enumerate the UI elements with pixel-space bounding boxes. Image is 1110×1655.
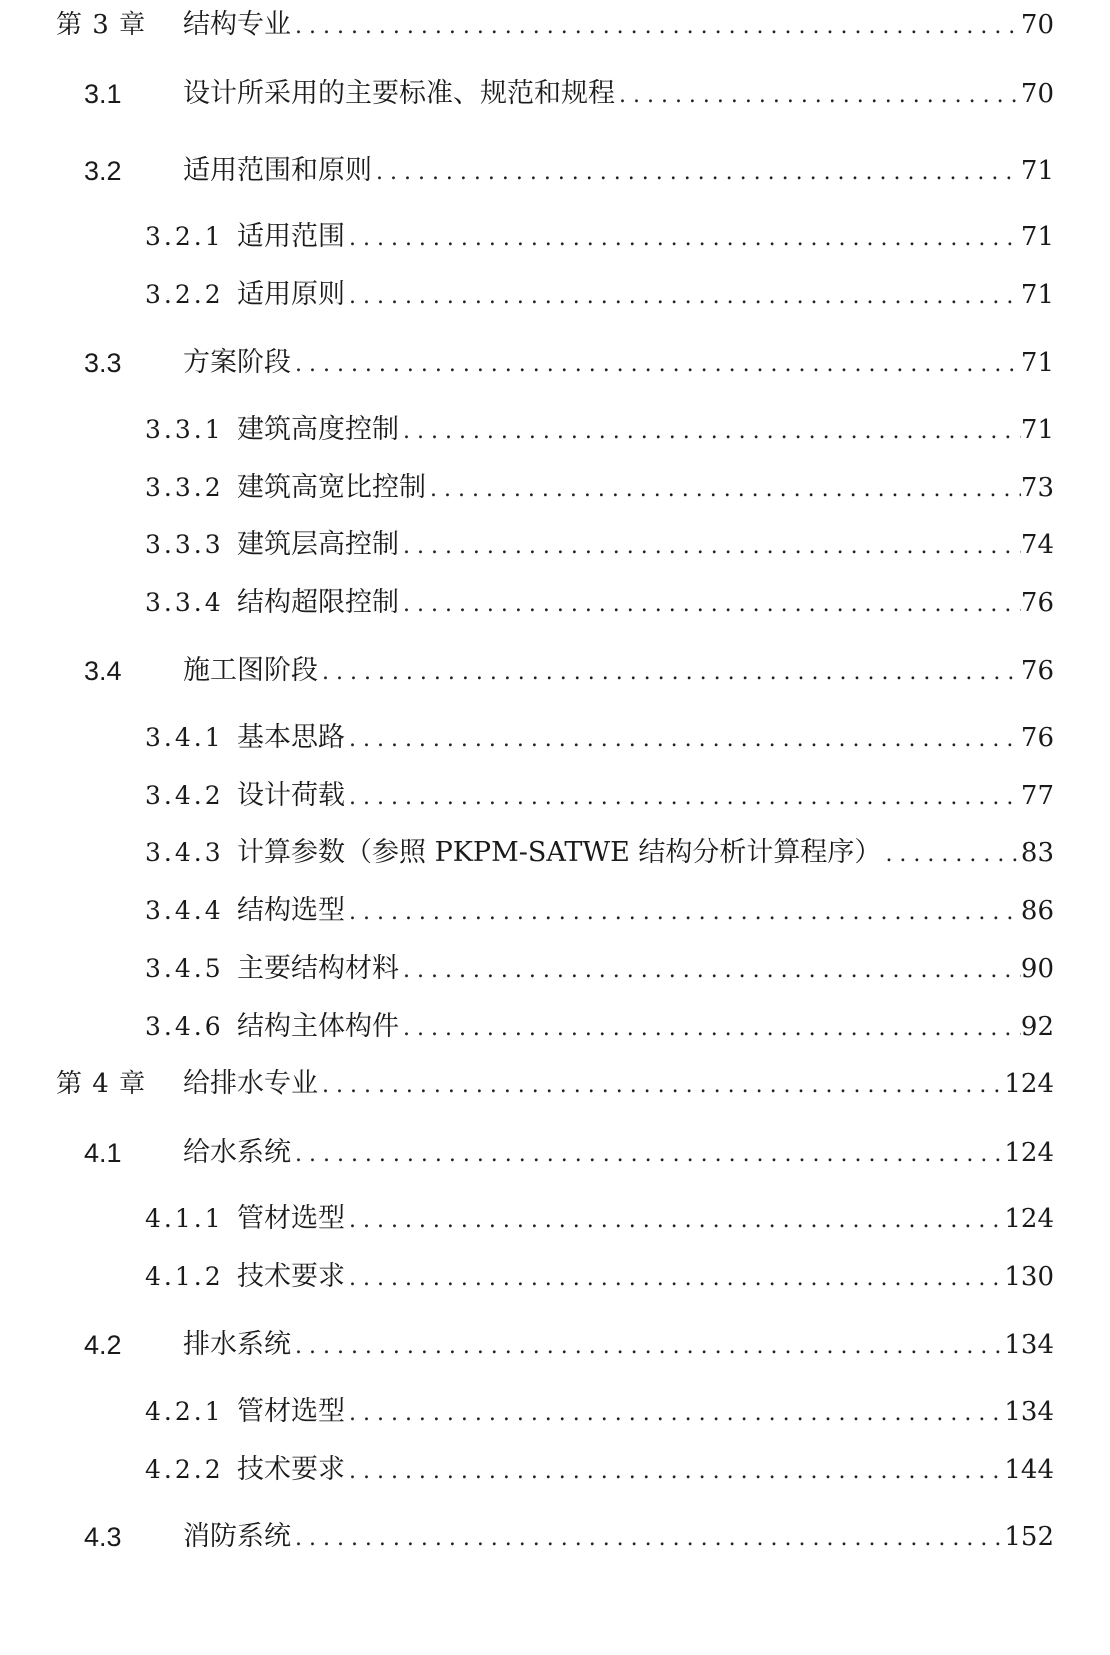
toc-title: 给水系统 <box>183 1137 291 1168</box>
toc-title: 结构选型 <box>237 895 345 926</box>
toc-number: 3.4.3 <box>145 838 224 867</box>
toc-subsection-row[interactable] <box>0 468 1110 508</box>
toc-subsection-row[interactable] <box>0 410 1110 450</box>
toc-number: 3.3.1 <box>145 415 224 444</box>
toc-section-row[interactable] <box>0 1517 1110 1557</box>
toc-dot-leader <box>399 412 1021 452</box>
toc-number: 3.3.4 <box>145 588 224 617</box>
toc-title: 适用范围 <box>237 221 345 252</box>
toc-page-number: 86 <box>1020 896 1054 926</box>
toc-dot-leader <box>345 277 1021 317</box>
toc-dot-leader <box>399 1009 1021 1049</box>
toc-chapter-row[interactable] <box>0 5 1110 45</box>
toc-number: 3.4.1 <box>145 723 224 752</box>
toc-chapter-row[interactable] <box>0 1064 1110 1104</box>
toc-number: 3.3.2 <box>145 473 224 502</box>
toc-title: 基本思路 <box>237 722 345 753</box>
toc-number: 4.2.2 <box>145 1455 224 1484</box>
toc-subsection-row[interactable] <box>0 1450 1110 1490</box>
toc-dot-leader <box>345 720 1021 760</box>
toc-number: 4.1 <box>84 1138 122 1168</box>
toc-subsection-row[interactable] <box>0 583 1110 623</box>
toc-title: 设计荷载 <box>237 780 345 811</box>
toc-page-number: 74 <box>1020 530 1054 560</box>
toc-page-number: 90 <box>1020 954 1054 984</box>
toc-title: 结构超限控制 <box>237 587 399 618</box>
toc-subsection-row[interactable] <box>0 833 1110 873</box>
toc-page-number: 71 <box>1020 222 1054 252</box>
toc-page-number: 152 <box>1004 1522 1054 1552</box>
toc-page-number: 130 <box>1004 1262 1054 1292</box>
toc-page-number: 124 <box>1004 1204 1054 1234</box>
toc-title: 主要结构材料 <box>237 953 399 984</box>
toc-dot-leader <box>291 7 1021 47</box>
toc-section-row[interactable] <box>0 151 1110 191</box>
toc-section-row[interactable] <box>0 1133 1110 1173</box>
toc-page-number: 71 <box>1020 415 1054 445</box>
toc-dot-leader <box>372 153 1021 193</box>
toc-subsection-row[interactable] <box>0 718 1110 758</box>
toc-subsection-row[interactable] <box>0 275 1110 315</box>
toc-page-number: 92 <box>1020 1012 1054 1042</box>
toc-section-row[interactable] <box>0 343 1110 383</box>
toc-title: 管材选型 <box>237 1203 345 1234</box>
toc-dot-leader <box>345 1394 1004 1434</box>
toc-dot-leader <box>291 1327 1004 1367</box>
toc-section-row[interactable] <box>0 1325 1110 1365</box>
toc-title: 结构主体构件 <box>237 1011 399 1042</box>
toc-number: 3.4.2 <box>145 781 224 810</box>
toc-subsection-row[interactable] <box>0 525 1110 565</box>
toc-dot-leader <box>399 585 1021 625</box>
toc-number: 3.3 <box>84 348 122 378</box>
toc-page-number: 70 <box>1020 10 1054 40</box>
toc-number: 4.2 <box>84 1330 122 1360</box>
toc-dot-leader <box>345 1452 1004 1492</box>
toc-page-number: 71 <box>1020 280 1054 310</box>
toc-number: 3.2.2 <box>145 280 224 309</box>
toc-page-number: 73 <box>1020 473 1054 503</box>
toc-subsection-row[interactable] <box>0 776 1110 816</box>
toc-title: 管材选型 <box>237 1396 345 1427</box>
toc-subsection-row[interactable] <box>0 1199 1110 1239</box>
toc-number: 3.4.4 <box>145 896 224 925</box>
toc-title: 排水系统 <box>183 1329 291 1360</box>
toc-subsection-row[interactable] <box>0 1392 1110 1432</box>
toc-page-number: 77 <box>1020 781 1054 811</box>
toc-page-number: 134 <box>1004 1397 1054 1427</box>
toc-title: 技术要求 <box>237 1261 345 1292</box>
toc-dot-leader <box>881 835 1020 875</box>
toc-number: 3.2 <box>84 156 122 186</box>
toc-dot-leader <box>345 778 1021 818</box>
toc-subsection-row[interactable] <box>0 949 1110 989</box>
toc-dot-leader <box>318 653 1021 693</box>
toc-number: 3.4.6 <box>145 1012 224 1041</box>
toc-subsection-row[interactable] <box>0 217 1110 257</box>
toc-dot-leader <box>291 345 1021 385</box>
toc-title: 建筑高度控制 <box>237 414 399 445</box>
toc-title: 施工图阶段 <box>183 655 318 686</box>
toc-page-number: 124 <box>1004 1069 1054 1099</box>
toc-page-number: 83 <box>1020 838 1054 868</box>
toc-number: 3.1 <box>84 79 122 109</box>
toc-page-number: 76 <box>1020 588 1054 618</box>
toc-title: 技术要求 <box>237 1454 345 1485</box>
toc-dot-leader <box>615 76 1021 116</box>
toc-dot-leader <box>291 1519 1004 1559</box>
toc-number: 4.2.1 <box>145 1397 224 1426</box>
toc-title: 适用原则 <box>237 279 345 310</box>
toc-page-number: 71 <box>1020 348 1054 378</box>
toc-number: 4.3 <box>84 1522 122 1552</box>
toc-title: 消防系统 <box>183 1521 291 1552</box>
toc-page-number: 134 <box>1004 1330 1054 1360</box>
toc-number: 3.2.1 <box>145 222 224 251</box>
toc-title: 设计所采用的主要标准、规范和规程 <box>183 78 615 109</box>
toc-number: 第 4 章 <box>56 1069 147 1099</box>
toc-page-number: 76 <box>1020 723 1054 753</box>
toc-section-row[interactable] <box>0 74 1110 114</box>
toc-title: 结构专业 <box>183 9 291 40</box>
toc-page-number: 124 <box>1004 1138 1054 1168</box>
toc-page-number: 76 <box>1020 656 1054 686</box>
toc-title: 建筑层高控制 <box>237 529 399 560</box>
toc-subsection-row[interactable] <box>0 891 1110 931</box>
toc-title: 方案阶段 <box>183 347 291 378</box>
toc-section-row[interactable] <box>0 651 1110 691</box>
toc-subsection-row[interactable] <box>0 1007 1110 1047</box>
toc-dot-leader <box>426 470 1021 510</box>
toc-title: 建筑高宽比控制 <box>237 472 426 503</box>
toc-dot-leader <box>345 1259 1004 1299</box>
toc-title: 适用范围和原则 <box>183 155 372 186</box>
toc-dot-leader <box>399 527 1021 567</box>
toc-dot-leader <box>318 1066 1004 1106</box>
toc-number: 3.4 <box>84 656 122 686</box>
toc-subsection-row[interactable] <box>0 1257 1110 1297</box>
toc-title: 给排水专业 <box>183 1068 318 1099</box>
toc-number: 3.3.3 <box>145 530 224 559</box>
toc-number: 3.4.5 <box>145 954 224 983</box>
toc-page-number: 71 <box>1020 156 1054 186</box>
toc-dot-leader <box>291 1135 1004 1175</box>
toc-dot-leader <box>345 219 1021 259</box>
toc-title: 计算参数（参照 PKPM-SATWE 结构分析计算程序） <box>237 837 882 868</box>
toc-page-number: 70 <box>1020 79 1054 109</box>
toc-dot-leader <box>345 893 1021 933</box>
toc-dot-leader <box>345 1201 1004 1241</box>
toc-number: 4.1.1 <box>145 1204 224 1233</box>
toc-page-number: 144 <box>1004 1455 1054 1485</box>
toc-number: 第 3 章 <box>56 10 147 40</box>
toc-dot-leader <box>399 951 1021 991</box>
toc-number: 4.1.2 <box>145 1262 224 1291</box>
